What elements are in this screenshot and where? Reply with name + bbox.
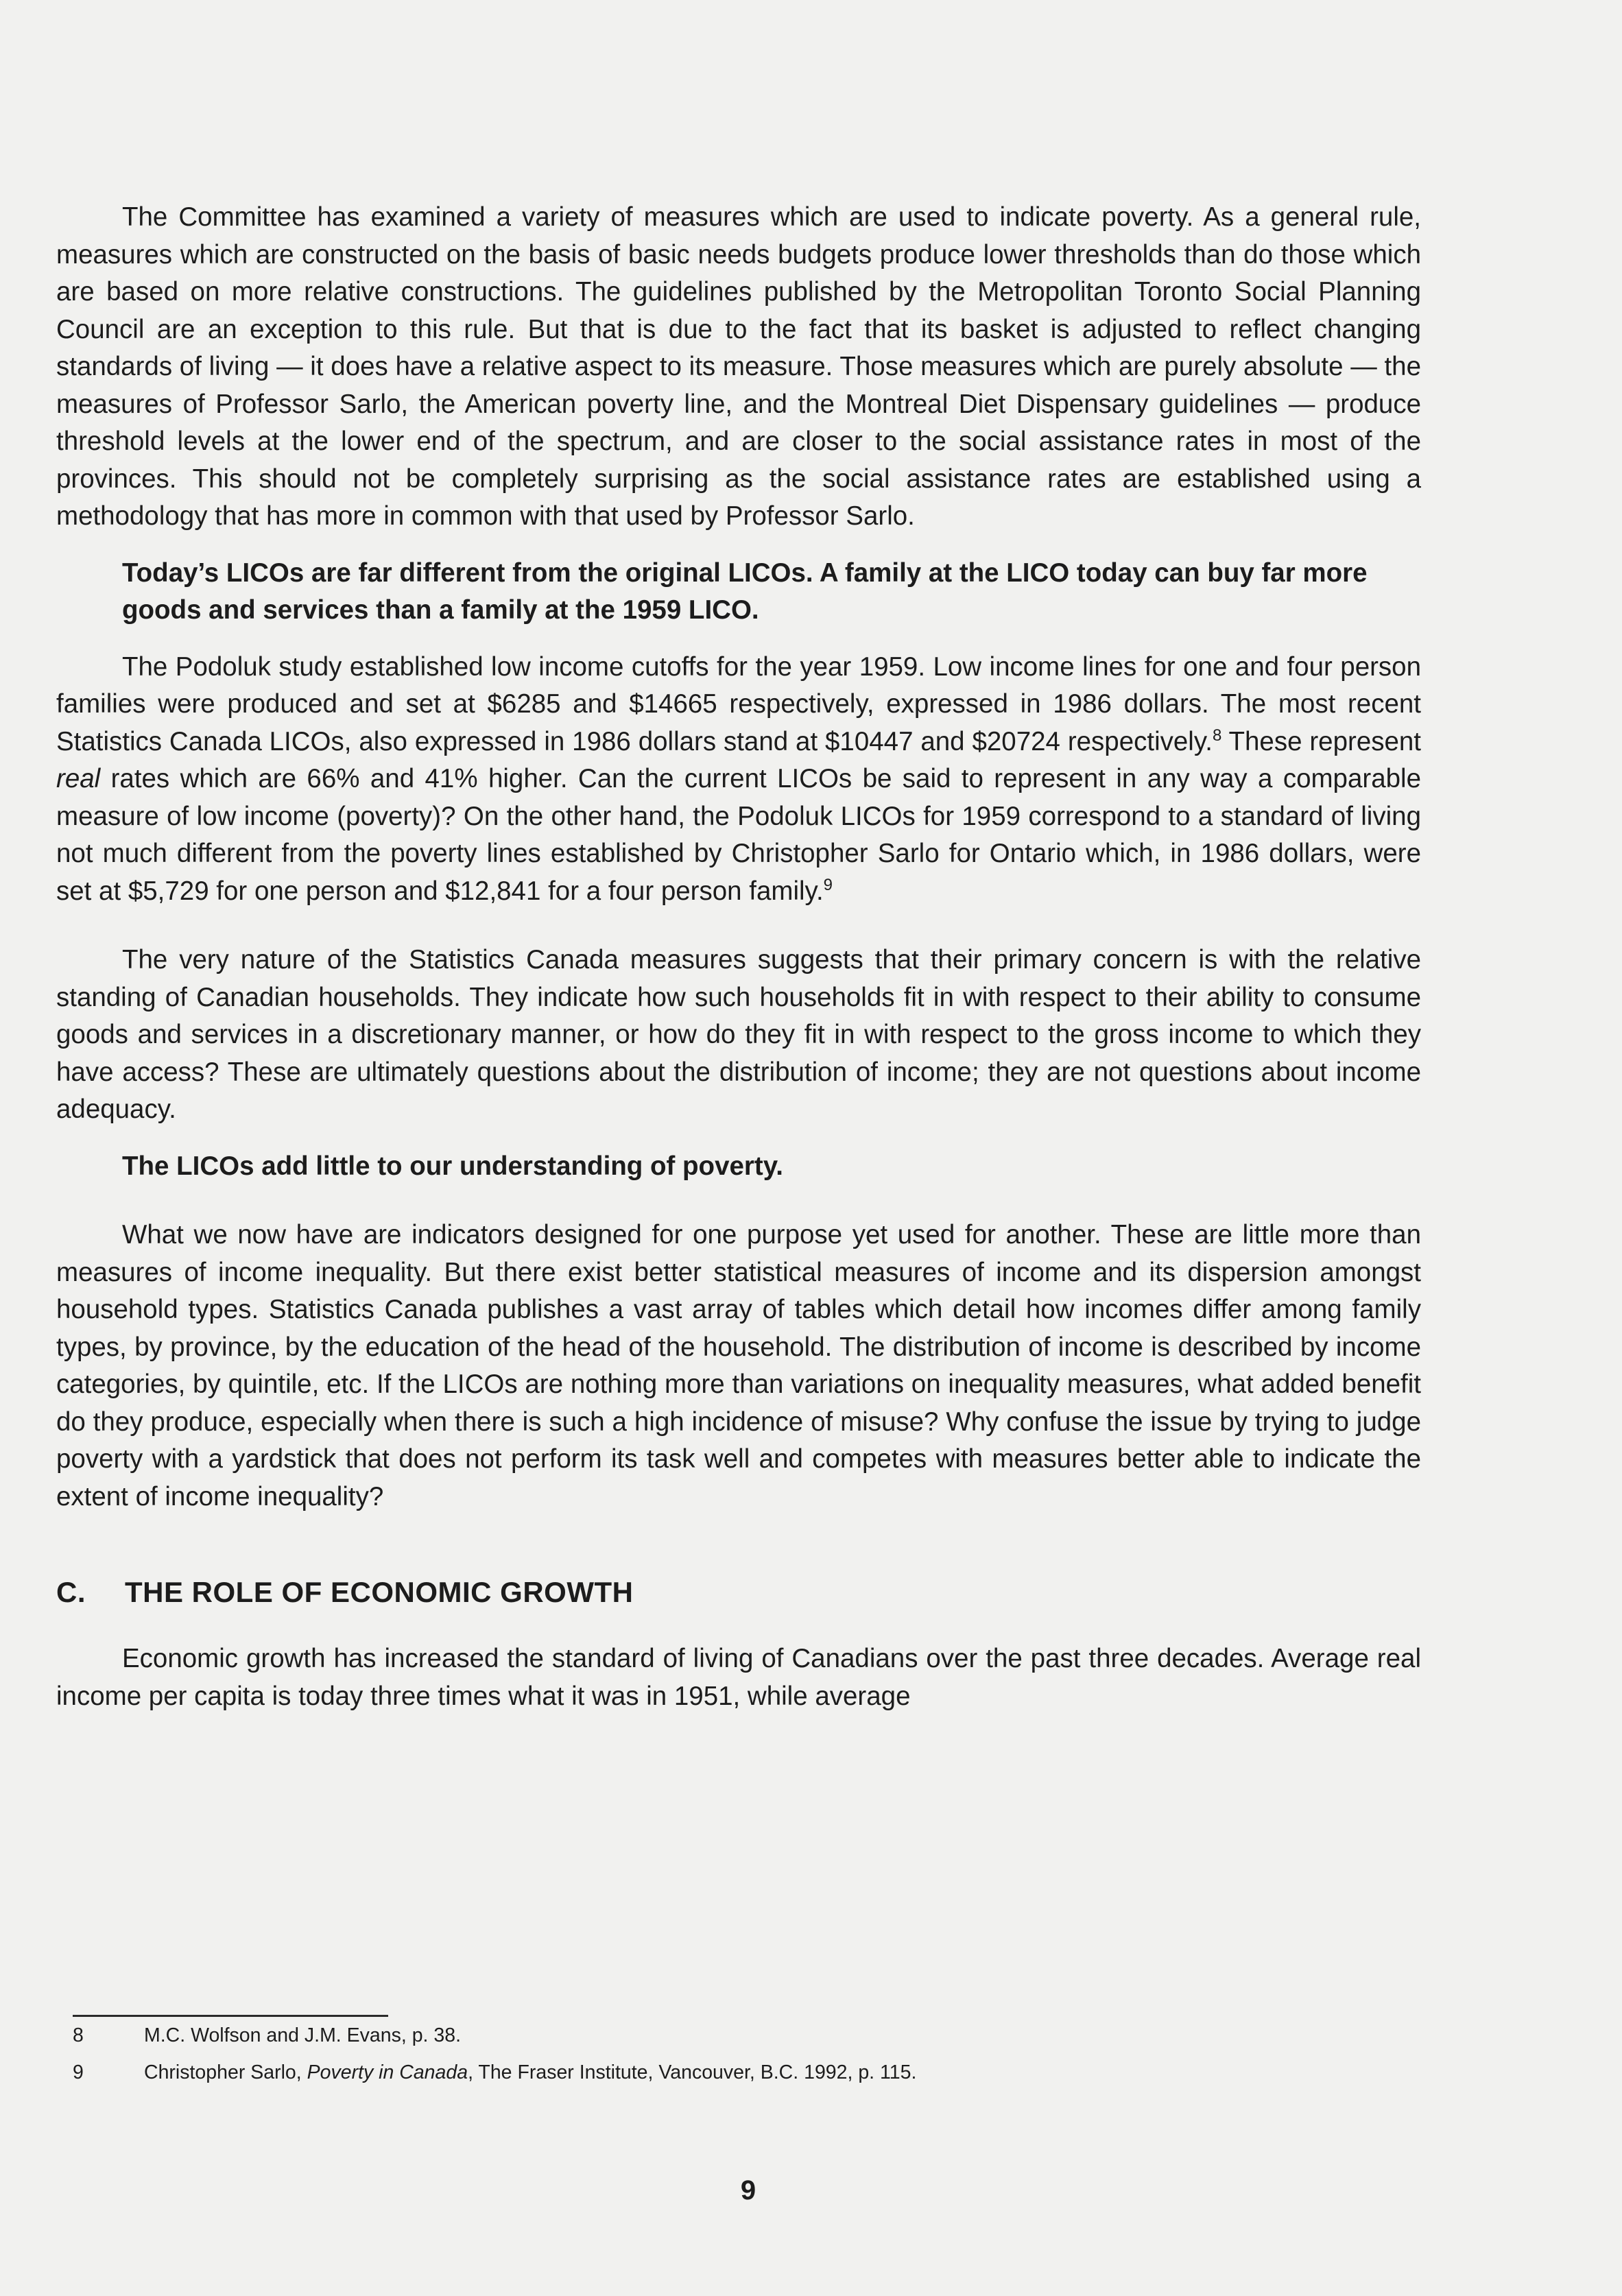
paragraph-podoluk-study	[56, 649, 1421, 911]
footnote-ref-8: 8	[1212, 726, 1222, 745]
footnote-number: 8	[73, 2024, 84, 2046]
emphasis-statement-licos-add-little: The LICOs add little to our understanding of poverty.	[122, 1151, 783, 1181]
paragraph-statistics-canada-measures: The very nature of the Statistics Canada measures suggests that their primary concern is with the relative standing of Canadian households. They indicate how such households fit in with respect to their ability to consume goods and services in a discretionary manner, or how do they fit in with respect to the gross income to which they have access? These are ultimately questions about the distribution of income; they are not questions about income adequacy.	[56, 945, 1421, 1124]
footnote-9	[73, 2060, 1376, 2085]
footnote-number: 9	[73, 2061, 84, 2083]
paragraph-economic-growth: Economic growth has increased the standard of living of Canadians over the past three decades. Average real income per capita is today three times what it was in 1951, while average	[56, 1644, 1421, 1711]
page-number: 9	[740, 2175, 756, 2205]
footnote-text-a: Christopher Sarlo,	[144, 2061, 307, 2083]
footnotes	[73, 2023, 1376, 2097]
footnote-text-b: , The Fraser Institute, Vancouver, B.C. 1992, p. 115.	[468, 2061, 917, 2083]
emphasis-statement-licos-different: Today’s LICOs are far different from the original LICOs. A family at the LICO today can buy far more goods and services than a family at the 1959 LICO.	[122, 558, 1368, 625]
footnote-italic-title: Poverty in Canada	[307, 2061, 468, 2083]
document-body	[56, 199, 1421, 1715]
section-letter: C.	[56, 1576, 86, 1608]
footnote-text	[144, 2060, 916, 2085]
section-heading	[56, 1576, 1421, 1609]
podoluk-italic-real: real	[56, 764, 101, 793]
footnote-text: M.C. Wolfson and J.M. Evans, p. 38.	[144, 2024, 461, 2046]
footnote-8	[73, 2023, 1376, 2048]
footnote-ref-9: 9	[823, 875, 833, 894]
paragraph-poverty-measures: The Committee has examined a variety of measures which are used to indicate poverty. As a general rule, measures which are constructed on the basis of basic needs budgets produce lower thresholds than do those which are based on more relative constructions. The guidelines published by the Metropolitan Toronto Social Planning Council are an exception to this rule. But that is due to the fact that its basket is adjusted to reflect changing standards of living — it does have a relative aspect to its measure. Those measures which are purely absolute — the measures of Professor Sarlo, the American poverty line, and the Montreal Diet Dispensary guidelines — produce threshold levels at the lower end of the spectrum, and are closer to the social assistance rates in most of the provinces. This should not be completely surprising as the social assistance rates are established using a methodology that has more in common with that used by Professor Sarlo.	[56, 202, 1421, 531]
section-title: THE ROLE OF ECONOMIC GROWTH	[125, 1576, 634, 1608]
podoluk-text-c: rates which are 66% and 41% higher. Can the current LICOs be said to represent in any way a comparable measure of low income (poverty)? On the other hand, the Podoluk LICOs for 1959 correspond to a standard of living not much different from the poverty lines established by Christopher Sarlo for Ontario which, in 1986 dollars, were set at $5,729 for one person and $12,841 for a four person family.	[56, 764, 1421, 906]
footnote-divider	[73, 2015, 388, 2017]
podoluk-text-b: These represent	[1221, 726, 1421, 756]
paragraph-income-inequality: What we now have are indicators designed for one purpose yet used for another. These are little more than measures of income inequality. But there exist better statistical measures of income and its dispersion amongst household types. Statistics Canada publishes a vast array of tables which detail how incomes differ among family types, by province, by the education of the head of the household. The distribution of income is described by income categories, by quintile, etc. If the LICOs are nothing more than variations on inequality measures, what added benefit do they produce, especially when there is such a high incidence of misuse? Why confuse the issue by trying to judge poverty with a yardstick that does not perform its task well and competes with measures better able to indicate the extent of income inequality?	[56, 1220, 1421, 1511]
podoluk-text-a: The Podoluk study established low income cutoffs for the year 1959. Low income lines for one and four person families were produced and set at $6285 and $14665 respectively, expressed in 1986 dollars. The most recent Statistics Canada LICOs, also expressed in 1986 dollars stand at $10447 and $20724 respectively.	[56, 651, 1421, 756]
